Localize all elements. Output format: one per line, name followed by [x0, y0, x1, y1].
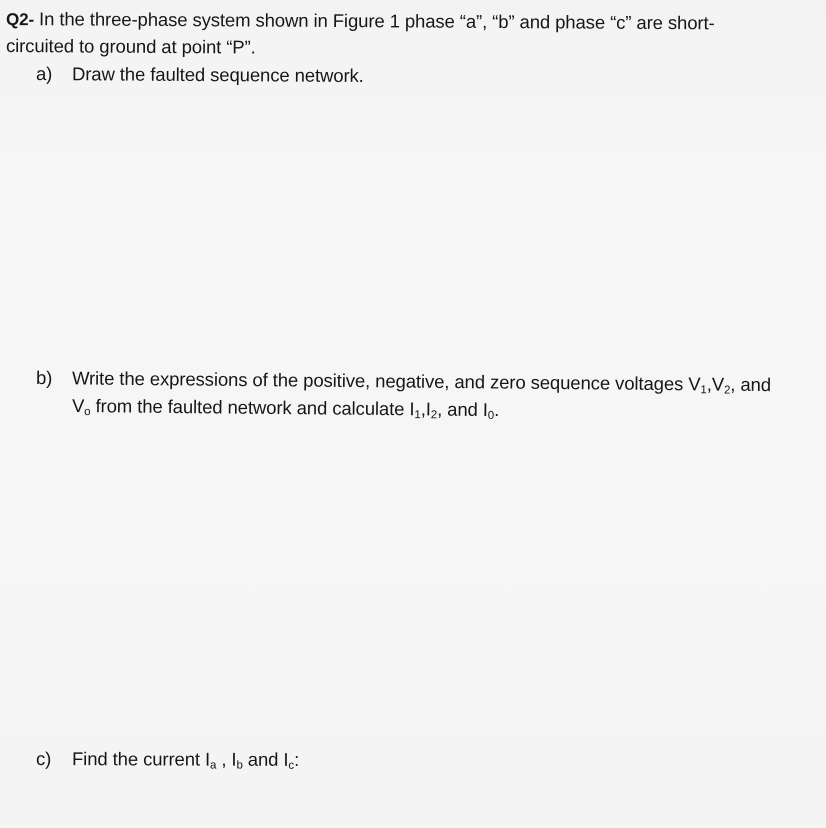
- question-number: Q2-: [5, 10, 35, 30]
- question-intro-line-1: [6, 8, 715, 34]
- part-a-label: a): [35, 63, 53, 85]
- part-a-text: Draw the faulted sequence network.: [71, 63, 364, 87]
- part-b-text-1: Write the expressions of the positive, negative, and zero sequence voltages $V_1,V_2$, and: [71, 367, 772, 397]
- part-b-text-2: $V_o$ from the faulted network and calculate $I_1,I_2$, and $I_0$.: [71, 395, 500, 422]
- part-c-label: c): [35, 748, 52, 770]
- part-b-label: b): [35, 367, 53, 389]
- part-b-line-1: [36, 367, 771, 396]
- part-b-line-2: [72, 395, 499, 421]
- question-intro-text-2: circuited to ground at point “P”.: [5, 35, 256, 58]
- question-intro-text-1: In the three-phase system shown in Figure 1 phase “a”, “b” and phase “c” are short-: [33, 8, 715, 34]
- part-a: [36, 63, 364, 87]
- part-c: [36, 748, 299, 771]
- question-intro-line-2: [6, 35, 256, 59]
- part-c-text: Find the current $I_a$ , $I_b$ and $I_c$:: [71, 748, 300, 772]
